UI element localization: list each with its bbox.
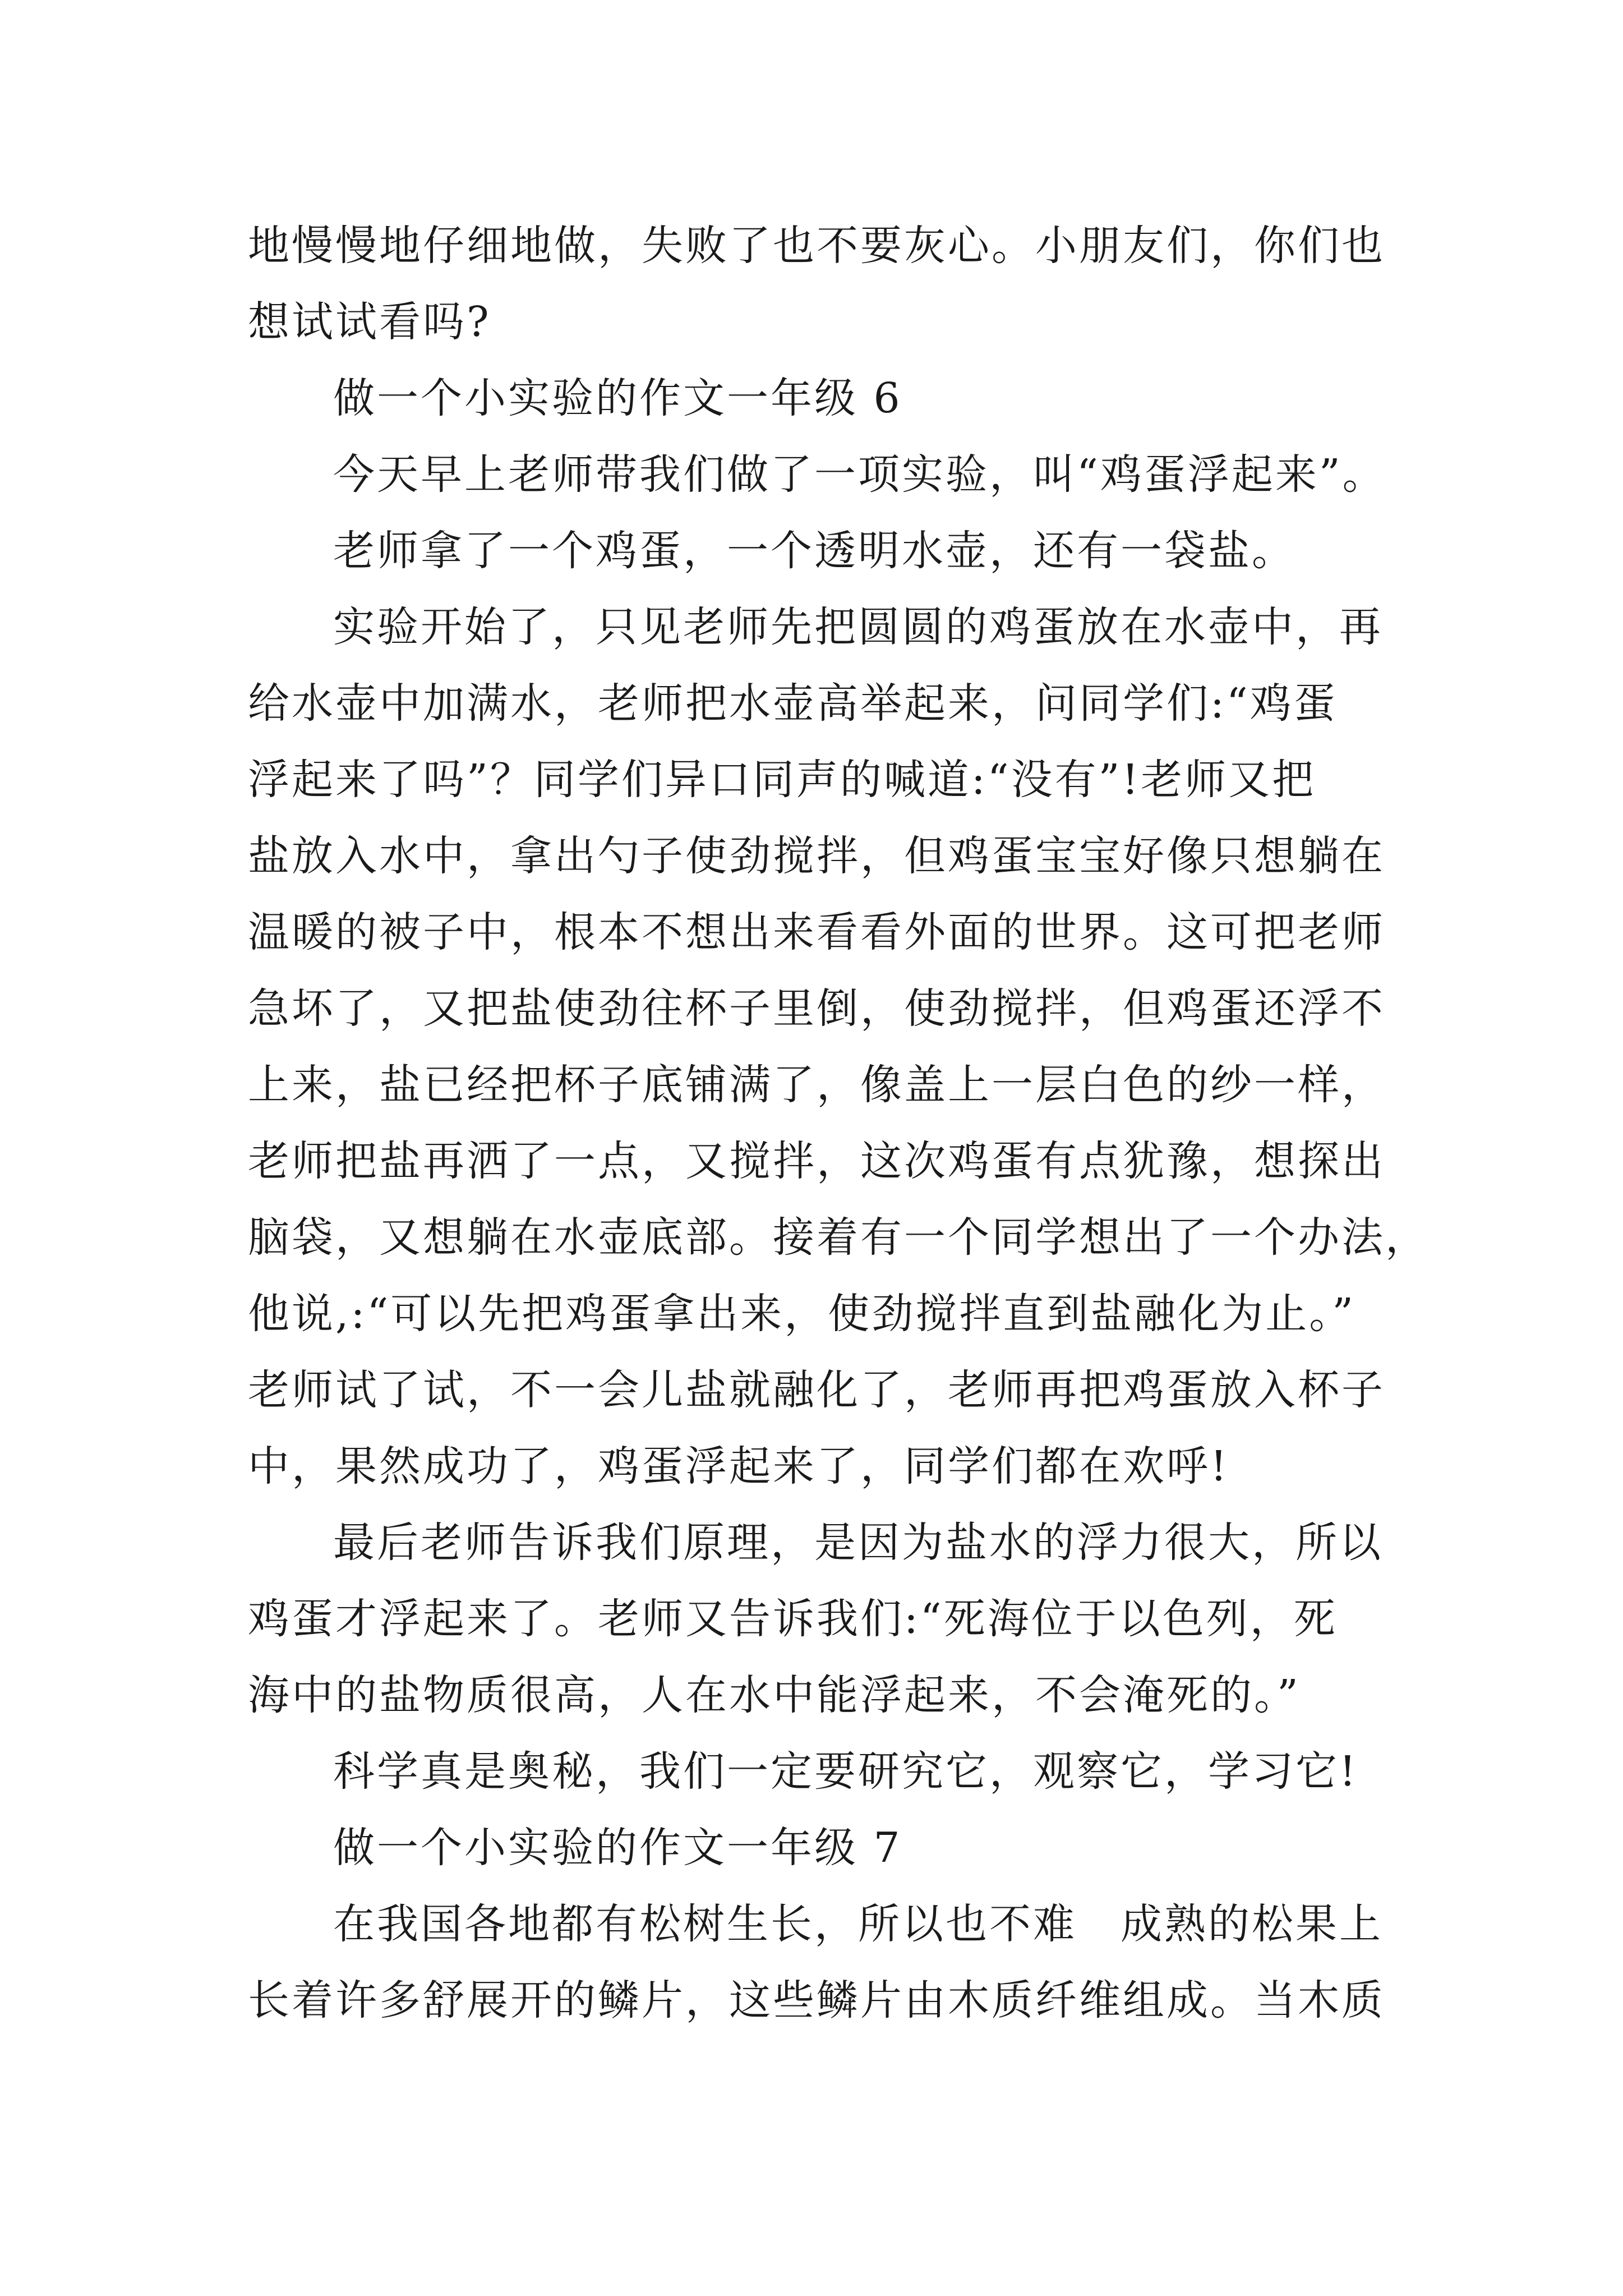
text-line: 急坏了，又把盐使劲往杯子里倒，使劲搅拌，但鸡蛋还浮不 bbox=[248, 984, 1385, 1033]
text-line: 中，果然成功了，鸡蛋浮起来了，同学们都在欢呼! bbox=[248, 1442, 1229, 1490]
text-line: 盐放入水中，拿出勺子使劲搅拌，但鸡蛋宝宝好像只想躺在 bbox=[248, 832, 1385, 880]
text-line: 做一个小实验的作文一年级 7 bbox=[333, 1824, 902, 1872]
text-line: 上来，盐已经把杯子底铺满了，像盖上一层白色的纱一样， bbox=[248, 1061, 1385, 1109]
document-body bbox=[248, 208, 1429, 2039]
text-line: 浮起来了吗”？同学们异口同声的喊道:“没有”!老师又把 bbox=[248, 756, 1316, 804]
text-line: 给水壶中加满水，老师把水壶高举起来，问同学们:“鸡蛋 bbox=[248, 679, 1338, 728]
text-line: 想试试看吗? bbox=[248, 298, 491, 346]
text-line: 温暖的被子中，根本不想出来看看外面的世界。这可把老师 bbox=[248, 908, 1385, 956]
text-line: 他说,:“可以先把鸡蛋拿出来，使劲搅拌直到盐融化为止。” bbox=[248, 1290, 1356, 1338]
text-line: 今天早上老师带我们做了一项实验，叫“鸡蛋浮起来”。 bbox=[333, 450, 1386, 499]
text-line: 海中的盐物质很高，人在水中能浮起来，不会淹死的。” bbox=[248, 1671, 1301, 1719]
text-line: 脑袋，又想躺在水壶底部。接着有一个同学想出了一个办法， bbox=[248, 1213, 1429, 1262]
text-line: 鸡蛋才浮起来了。老师又告诉我们:“死海位于以色列，死 bbox=[248, 1595, 1338, 1643]
text-line: 老师把盐再洒了一点，又搅拌，这次鸡蛋有点犹豫，想探出 bbox=[248, 1137, 1385, 1185]
text-line: 老师试了试，不一会儿盐就融化了，老师再把鸡蛋放入杯子 bbox=[248, 1366, 1385, 1414]
text-line: 地慢慢地仔细地做，失败了也不要灰心。小朋友们，你们也 bbox=[248, 222, 1385, 270]
text-line: 实验开始了，只见老师先把圆圆的鸡蛋放在水壶中，再 bbox=[333, 603, 1383, 651]
text-line: 长着许多舒展开的鳞片，这些鳞片由木质纤维组成。当木质 bbox=[248, 1976, 1385, 2024]
text-line: 科学真是奥秘，我们一定要研究它，观察它，学习它! bbox=[333, 1747, 1358, 1796]
text-line: 在我国各地都有松树生长，所以也不难 成熟的松果上 bbox=[333, 1900, 1383, 1948]
text-line: 老师拿了一个鸡蛋，一个透明水壶，还有一袋盐。 bbox=[333, 527, 1295, 575]
text-line: 做一个小实验的作文一年级 6 bbox=[333, 374, 902, 422]
text-line: 最后老师告诉我们原理，是因为盐水的浮力很大，所以 bbox=[333, 1519, 1383, 1567]
